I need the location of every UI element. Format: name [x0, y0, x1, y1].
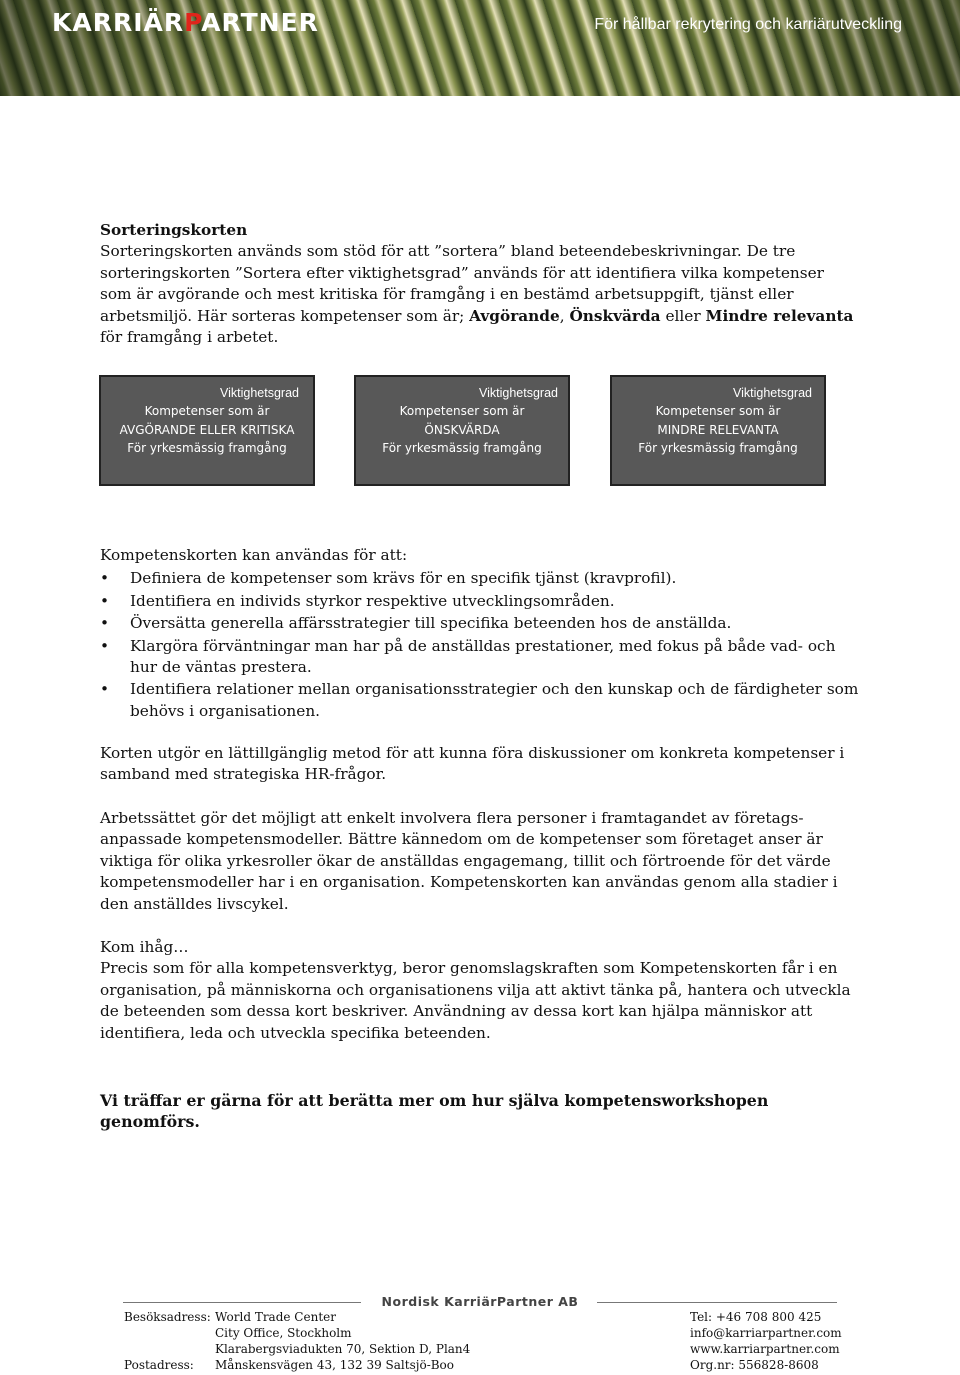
post-address: Månskensvägen 43, 132 39 Saltsjö-Boo	[215, 1357, 455, 1372]
list-item: • Översätta generella affärsstrategier till specifika beteenden hos de anställda.	[100, 613, 860, 634]
remember-section	[100, 937, 860, 1044]
remember-heading: Kom ihåg…	[100, 938, 189, 956]
visit-line: World Trade Center	[215, 1310, 336, 1324]
uses-intro: Kompetenskorten kan användas för att:	[100, 546, 408, 564]
footer-labels	[124, 1310, 211, 1374]
list-item: • Definiera de kompetenser som krävs för en specifik tjänst (kravprofil).	[100, 568, 860, 589]
footer-company-name: Nordisk KarriärPartner AB	[381, 1294, 579, 1309]
sorting-card: Viktighetsgrad Kompetenser som är MINDRE RELEVANTA För yrkesmässig framgång	[610, 375, 826, 486]
org-number: Org.nr: 556828-8608	[690, 1357, 819, 1372]
remember-paragraph: Precis som för alla kompetensverktyg, beror genomslagskraften som Kompetenskorten får i en organisation, på människorna och organisationens vilja att aktivt tänka på, hantera och utveckla de beteenden som dessa kort beskriver. Användning av dessa kort kan hjälpa människor att identifiera, leda och utveckla specifika beteenden.	[100, 959, 851, 1042]
sorting-card: Viktighetsgrad Kompetenser som är AVGÖRANDE ELLER KRITISKA För yrkesmässig framgång	[99, 375, 315, 486]
visit-label: Besöksadress:	[124, 1310, 211, 1324]
section-heading: Sorteringskorten	[100, 221, 248, 239]
phone: Tel: +46 708 800 425	[690, 1310, 822, 1324]
company-logo: KARRIÄRPARTNER	[52, 8, 319, 37]
list-item: • Identifiera en individs styrkor respektive utvecklingsområden.	[100, 591, 860, 612]
post-label: Postadress:	[124, 1357, 194, 1372]
header-banner	[0, 0, 960, 96]
website-link[interactable]: www.karriarpartner.com	[690, 1341, 840, 1356]
visit-line: Klarabergsviadukten 70, Sektion D, Plan4	[215, 1341, 471, 1356]
intro-paragraph: Sorteringskorten används som stöd för att ”sortera” bland beteendebeskrivningar. De tre sorteringskorten ”Sortera efter viktighetsgrad” används för att identifiera vilka kompetenser som är avgörande och mest kritiska för framgång i en bestämd arbetsuppgift, tjänst eller arbetsmiljö. Här sorteras kompetenser som är; Avgörande, Önskvärda eller Mindre relevanta för framgång i arbetet.	[100, 242, 854, 347]
sorting-card: Viktighetsgrad Kompetenser som är ÖNSKVÄRDA För yrkesmässig framgång	[354, 375, 570, 486]
footer-address	[215, 1310, 470, 1374]
closing-statement: Vi träffar er gärna för att berätta mer om hur själva kompetensworkshopen genomförs.	[100, 1091, 769, 1132]
tagline: För hållbar rekrytering och karriärutveckling	[594, 16, 902, 33]
uses-section	[100, 545, 860, 723]
paragraph-arbetssattet: Arbetssättet gör det möjligt att enkelt involvera flera personer i framtagandet av företags-anpassade kompetensmodeller. Bättre kännedom om de kompetenser som företaget anser är viktiga för olika yrkesroller ökar de anställdas engagemang, tillit och förtroende för det värde kompetensmodeller har i en organisation. Kompetenskorten kan användas genom alla stadier i den anställdes livscykel.	[100, 809, 838, 913]
intro-section	[100, 220, 860, 348]
footer-contact	[690, 1310, 842, 1374]
visit-line: City Office, Stockholm	[215, 1325, 352, 1340]
sorting-cards	[99, 375, 827, 486]
list-item: • Klargöra förväntningar man har på de anställdas prestationer, med fokus på både vad- och hur de väntas prestera.	[100, 636, 860, 679]
footer-divider	[597, 1302, 837, 1303]
footer-divider	[123, 1302, 361, 1303]
uses-list	[100, 568, 860, 722]
list-item: • Identifiera relationer mellan organisationsstrategier och den kunskap och de färdigheter som behövs i organisationen.	[100, 679, 860, 722]
paragraph-korten: Korten utgör en lättillgänglig metod för att kunna föra diskussioner om konkreta kompetenser i samband med strategiska HR-frågor.	[100, 744, 845, 784]
email-link[interactable]: info@karriarpartner.com	[690, 1325, 842, 1340]
